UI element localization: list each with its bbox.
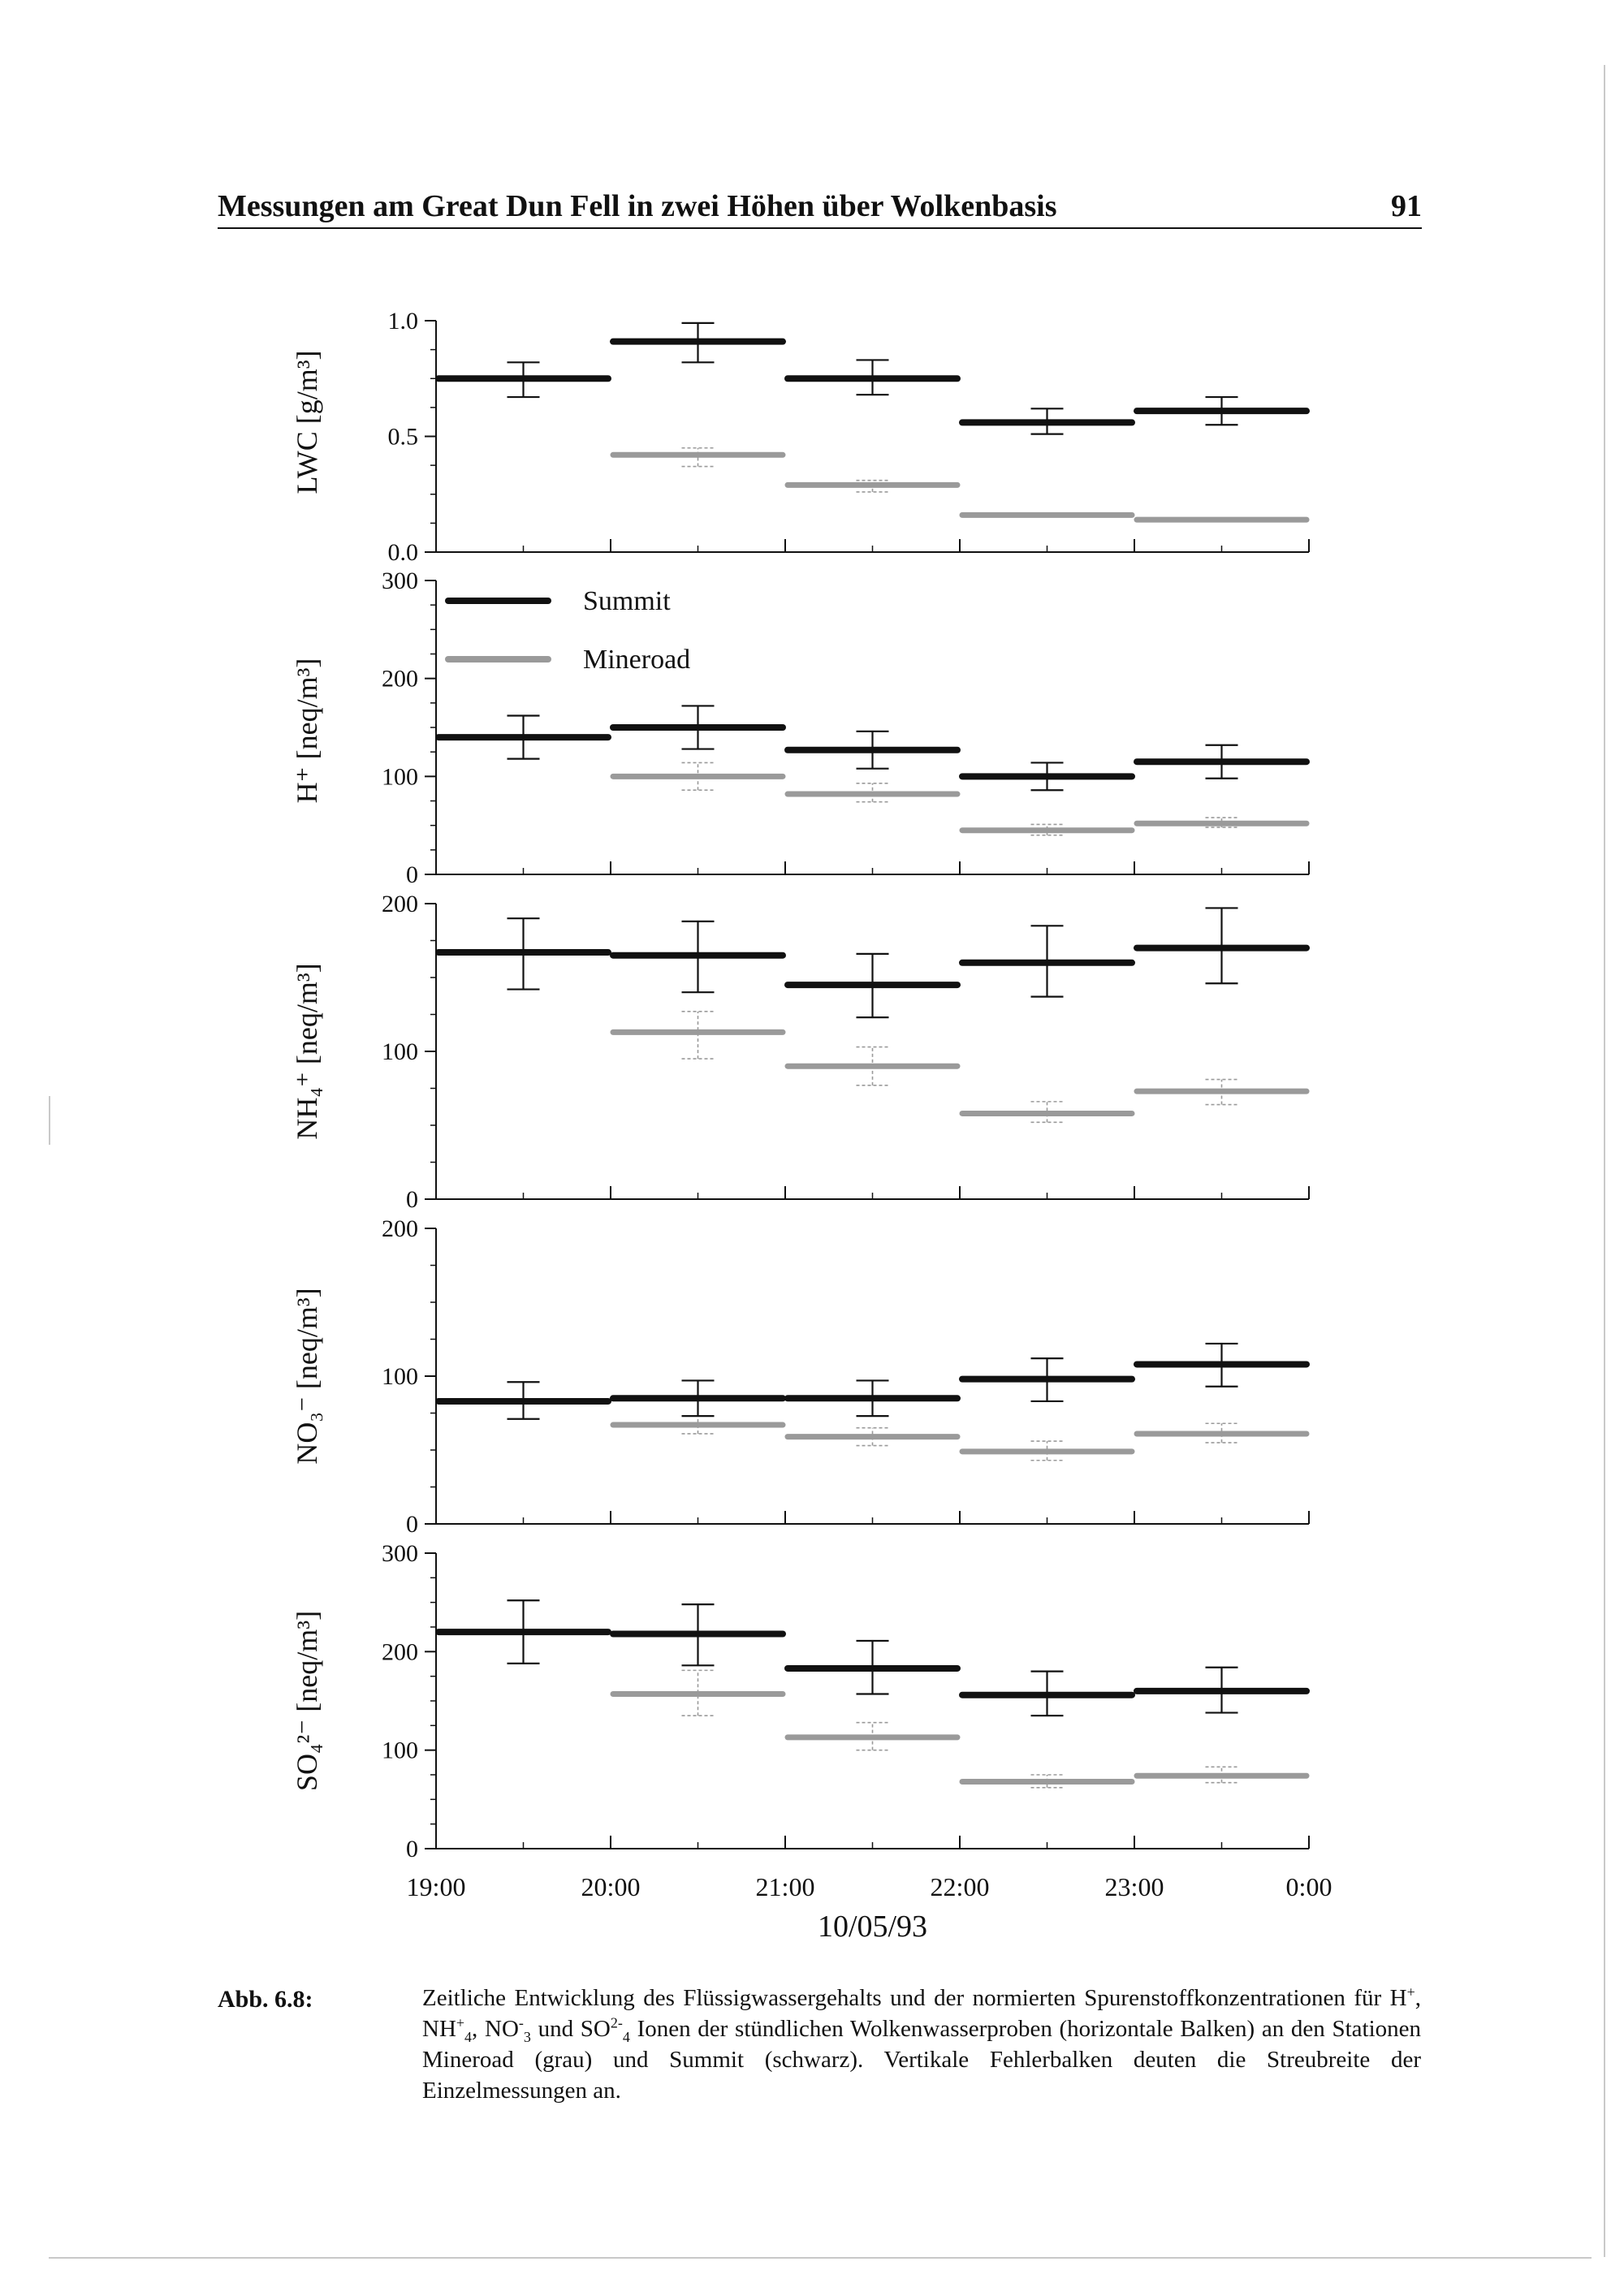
y-tick-label: 100: [382, 1038, 418, 1065]
x-tick-label: 23:00: [1104, 1872, 1164, 1901]
caption-text-3: , NO: [472, 2016, 519, 2042]
y-tick-label: 100: [382, 763, 418, 791]
y-tick-label: 0: [406, 1836, 418, 1862]
y-tick-label: 200: [382, 1215, 418, 1242]
x-tick-label: 19:00: [406, 1872, 466, 1901]
y-tick-label: 0.5: [387, 423, 418, 451]
caption-sup-2minus: 2-: [610, 2014, 623, 2031]
caption-sub-4: 4: [464, 2028, 473, 2045]
y-tick-label: 0: [406, 1186, 418, 1213]
y-axis-label-lwc: LWC [g/m³]: [291, 350, 323, 494]
y-tick-label: 200: [382, 1638, 418, 1666]
y-tick-label: 100: [382, 1737, 418, 1764]
x-tick-label: 0:00: [1285, 1872, 1332, 1901]
caption-label: Abb. 6.8:: [218, 1986, 313, 2013]
x-tick-label: 22:00: [930, 1872, 990, 1901]
caption-sup-plus-nh4: +: [456, 2014, 465, 2031]
y-tick-label: 1.0: [387, 308, 418, 334]
x-tick-label: 20:00: [581, 1872, 641, 1901]
caption-text-1: Zeitliche Entwicklung des Flüssigwassergehalts und der normierten Spurenstoffkonzentrationen für H: [422, 1985, 1407, 2011]
caption-text-2: , NH: [422, 1985, 1421, 2042]
caption-sup-plus: +: [1406, 1983, 1415, 2000]
page-number: 91: [1391, 189, 1422, 223]
legend-label-summit: Summit: [583, 586, 671, 616]
x-tick-label: 21:00: [755, 1872, 815, 1901]
y-axis-label-nh4: NH₄⁺ [neq/m³]: [291, 963, 323, 1140]
caption-sup-minus: -: [518, 2014, 524, 2031]
y-tick-label: 300: [382, 1540, 418, 1567]
x-date-label: 10/05/93: [817, 1910, 928, 1944]
y-tick-label: 0.0: [387, 539, 418, 566]
y-tick-label: 200: [382, 891, 418, 917]
y-tick-label: 100: [382, 1363, 418, 1390]
y-tick-label: 0: [406, 861, 418, 888]
y-axis-label-no3: NO₃⁻ [neq/m³]: [291, 1288, 323, 1465]
figure-caption: [422, 1983, 1421, 2106]
y-tick-label: 0: [406, 1511, 418, 1538]
y-tick-label: 300: [382, 568, 418, 594]
caption-text-5: Ionen der stündlichen Wolkenwasserproben (horizontale Balken) an den Stationen Mineroad (grau) und Summit (schwarz). Vertikale Fehlerbalken deuten die Streubreite der Einzelmessungen an.: [422, 2016, 1422, 2104]
y-axis-label-h: H⁺ [neq/m³]: [291, 658, 323, 804]
caption-sub-3: 3: [523, 2028, 531, 2045]
caption-sub-4-so4: 4: [622, 2028, 630, 2045]
legend-label-mineroad: Mineroad: [583, 645, 691, 675]
y-axis-label-so4: SO₄²⁻ [neq/m³]: [291, 1610, 323, 1792]
y-tick-label: 200: [382, 665, 418, 693]
caption-text-4: und SO: [530, 2016, 611, 2042]
page-title: Messungen am Great Dun Fell in zwei Höhen über Wolkenbasis: [218, 189, 1057, 223]
